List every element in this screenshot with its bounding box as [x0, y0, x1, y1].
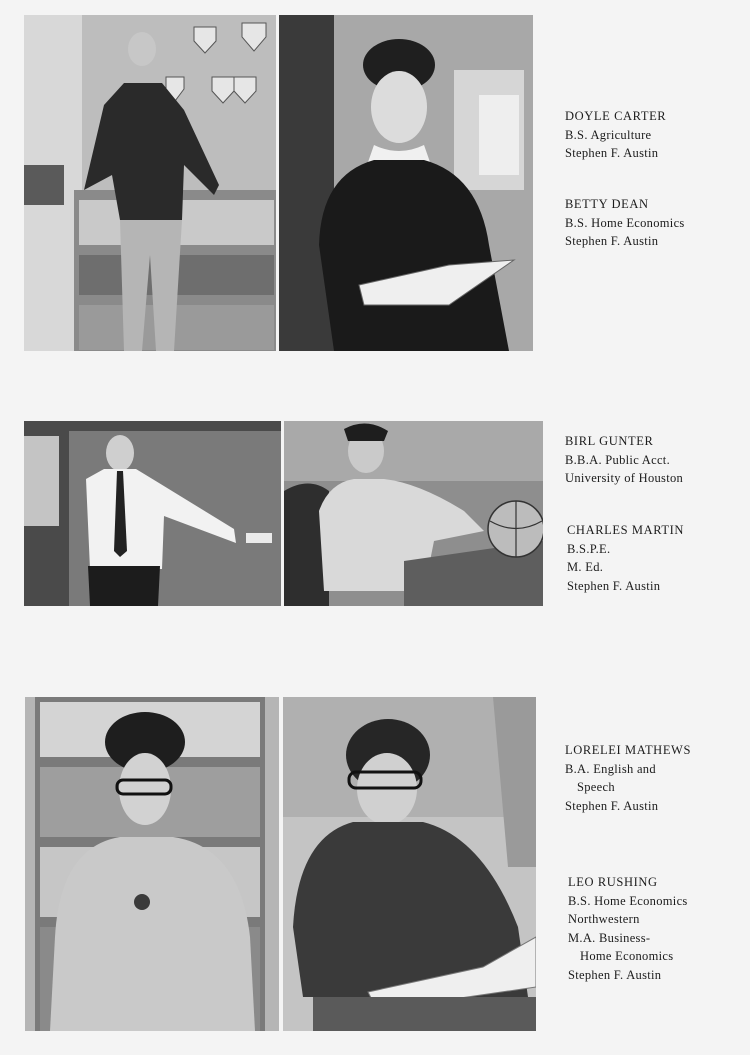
photo-betty-dean	[279, 15, 533, 351]
faculty-name: LEO RUSHING	[568, 875, 658, 889]
faculty-name: CHARLES MARTIN	[567, 523, 685, 537]
photo-lorelei-mathews	[25, 697, 279, 1031]
faculty-degree: B.B.A. Public Acct.	[565, 452, 671, 467]
faculty-degree: Home Economics	[580, 949, 674, 963]
faculty-degree: B.A. English and	[565, 761, 656, 776]
photo-doyle-carter	[24, 15, 276, 351]
faculty-degree: B.S. Home Economics	[568, 893, 688, 908]
photo-leo-rushing	[283, 697, 536, 1031]
faculty-degree: B.S.P.E.	[567, 541, 611, 556]
caption-doyle-carter	[565, 107, 666, 163]
faculty-degree: M. Ed.	[567, 560, 604, 574]
faculty-school: Stephen F. Austin	[565, 798, 659, 813]
faculty-degree: Speech	[577, 780, 615, 794]
caption-lorelei-mathews	[565, 741, 691, 815]
caption-betty-dean	[565, 195, 685, 251]
faculty-degree: B.S. Agriculture	[565, 127, 652, 142]
faculty-school: Stephen F. Austin	[565, 146, 659, 160]
faculty-name: BETTY DEAN	[565, 197, 649, 211]
faculty-school: Stephen F. Austin	[568, 967, 662, 982]
caption-birl-gunter	[565, 432, 683, 488]
faculty-name: BIRL GUNTER	[565, 434, 654, 448]
faculty-school: University of Houston	[565, 471, 684, 485]
caption-leo-rushing	[568, 873, 688, 984]
faculty-school: Northwestern	[568, 912, 640, 926]
photo-charles-martin	[284, 421, 543, 606]
caption-charles-martin	[567, 521, 684, 595]
faculty-name: DOYLE CARTER	[565, 109, 667, 123]
faculty-school: Stephen F. Austin	[565, 234, 659, 248]
faculty-degree: M.A. Business-	[568, 930, 651, 945]
faculty-name: LORELEI MATHEWS	[565, 743, 691, 757]
faculty-degree: B.S. Home Economics	[565, 215, 685, 230]
faculty-school: Stephen F. Austin	[567, 578, 661, 593]
photo-birl-gunter	[24, 421, 281, 606]
